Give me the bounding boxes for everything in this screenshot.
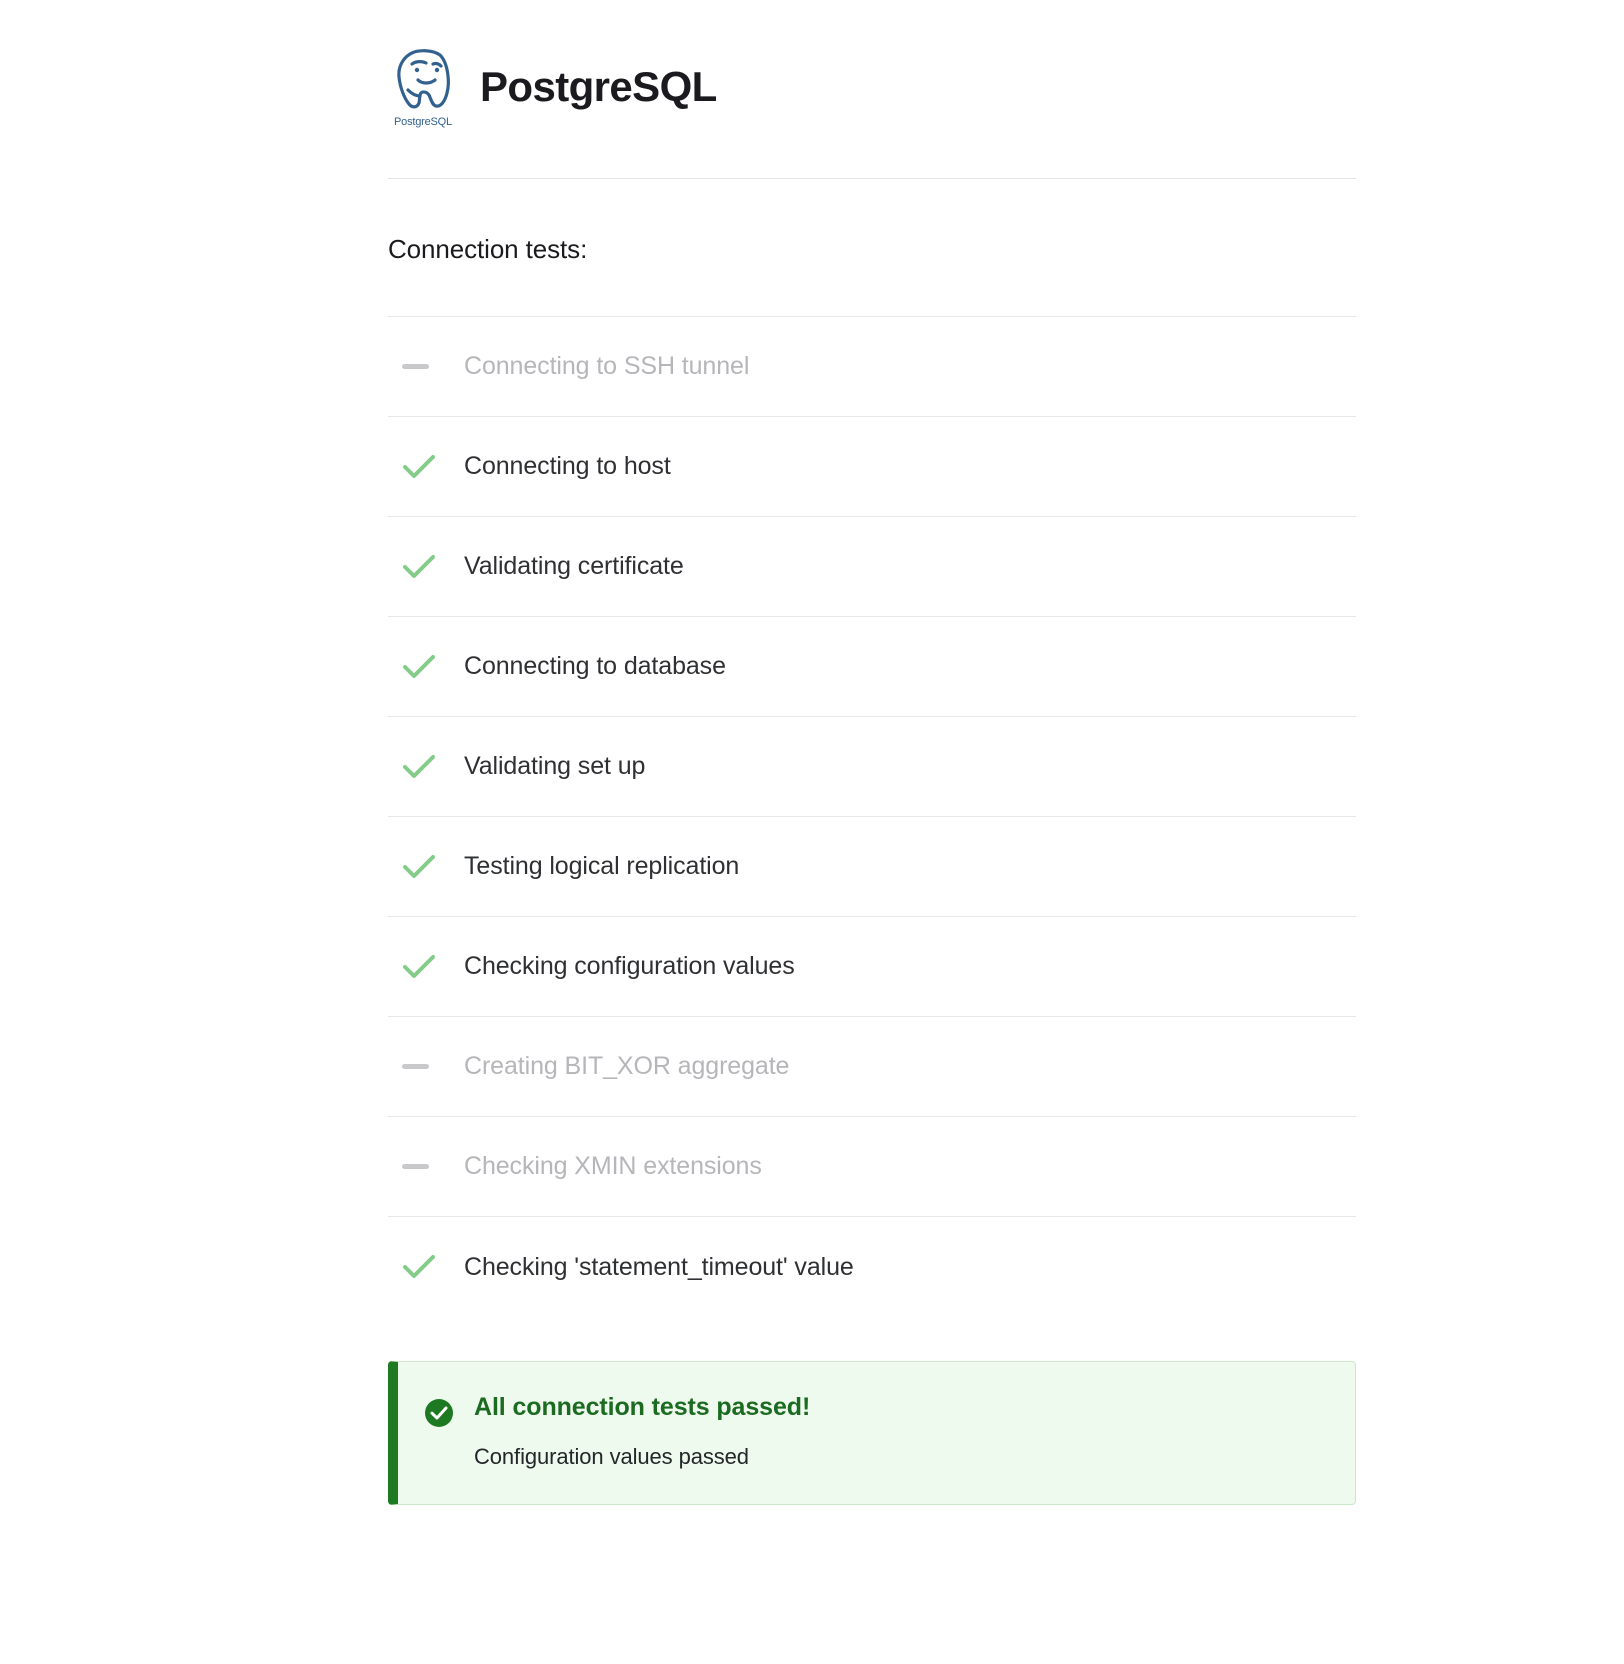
banner-text (474, 1394, 810, 1470)
check-icon (388, 553, 464, 581)
test-label: Checking configuration values (464, 952, 795, 980)
banner-title: All connection tests passed! (474, 1393, 811, 1421)
check-icon (388, 1253, 464, 1281)
page-title: PostgreSQL (480, 63, 717, 110)
postgresql-elephant-icon (388, 46, 458, 128)
test-row (388, 317, 1356, 417)
test-row (388, 1117, 1356, 1217)
logo-wordmark: PostgreSQL (394, 116, 452, 128)
banner-subtitle: Configuration values passed (474, 1443, 749, 1469)
test-label: Validating set up (464, 752, 646, 780)
dash-icon (388, 364, 464, 369)
check-icon (388, 753, 464, 781)
test-row (388, 617, 1356, 717)
test-row (388, 517, 1356, 617)
check-icon (388, 853, 464, 881)
test-label: Connecting to database (464, 652, 726, 680)
test-label: Checking 'statement_timeout' value (464, 1252, 854, 1281)
content-column (388, 0, 1356, 1505)
test-label: Connecting to SSH tunnel (464, 352, 750, 380)
test-label: Connecting to host (464, 452, 671, 480)
test-row (388, 917, 1356, 1017)
test-label: Creating BIT_XOR aggregate (464, 1052, 790, 1080)
success-banner (388, 1361, 1356, 1505)
test-row (388, 817, 1356, 917)
test-row (388, 1017, 1356, 1117)
section-title: Connection tests: (388, 234, 588, 264)
test-label: Testing logical replication (464, 852, 740, 880)
check-icon (388, 453, 464, 481)
test-row (388, 417, 1356, 517)
header-divider (388, 178, 1356, 179)
page-header (388, 0, 1356, 128)
test-label: Validating certificate (464, 552, 684, 580)
test-row (388, 717, 1356, 817)
check-icon (388, 653, 464, 681)
check-icon (388, 953, 464, 981)
connection-test-list (388, 316, 1356, 1317)
test-row (388, 1217, 1356, 1317)
dash-icon (388, 1164, 464, 1169)
check-circle-icon (424, 1398, 454, 1428)
dash-icon (388, 1064, 464, 1069)
test-label: Checking XMIN extensions (464, 1152, 762, 1180)
